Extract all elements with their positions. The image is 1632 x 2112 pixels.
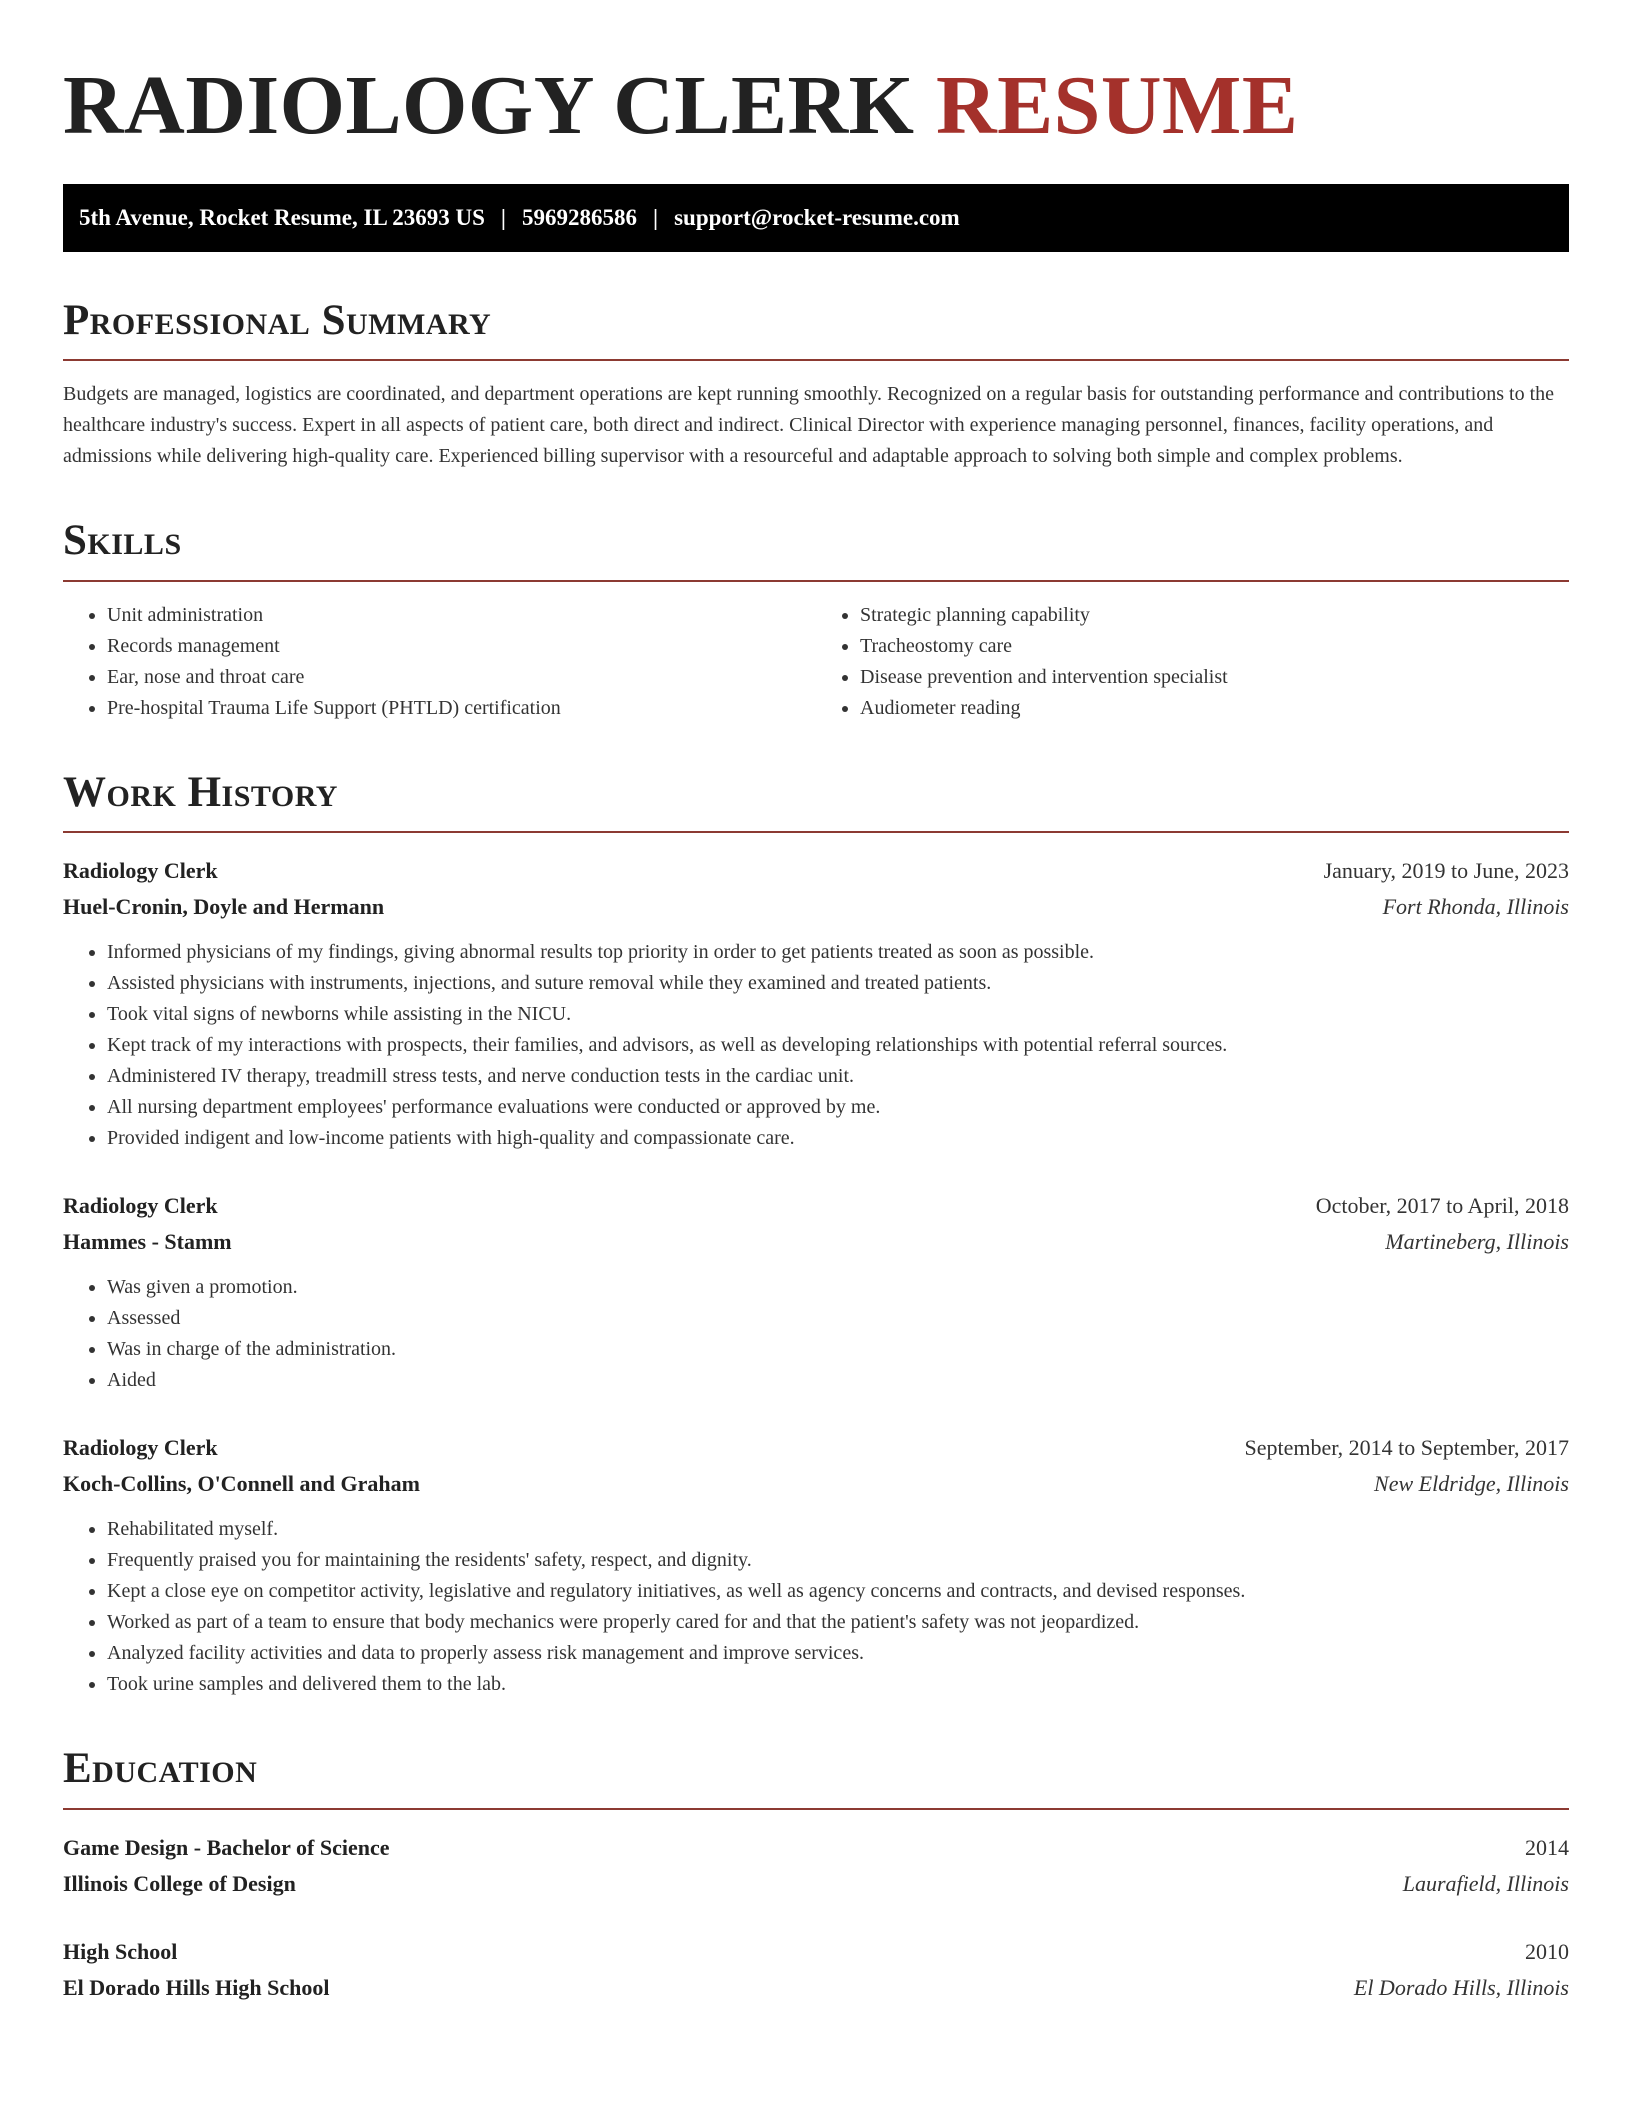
job-dates: October, 2017 to April, 2018 (1315, 1193, 1569, 1219)
education-entry (63, 1830, 1569, 1902)
education-year: 2010 (1525, 1938, 1569, 1964)
resume-title (63, 56, 1569, 157)
contact-email: support@rocket-resume.com (674, 204, 960, 230)
education-entry (63, 1934, 1569, 2006)
skills-section (63, 516, 1569, 723)
education-section (63, 1744, 1569, 2005)
work-history-section (63, 768, 1569, 1700)
title-main: RADIOLOGY CLERK (63, 59, 915, 152)
job-bullet: • Kept track of my interactions with prospects, their families, and advisors, as well as developing relationships with potential referral sources. (107, 1030, 1569, 1061)
education-degree: High School (63, 1938, 178, 1964)
skills-list (63, 600, 1569, 724)
skills-column-left (63, 600, 816, 724)
job-bullet: • Took vital signs of newborns while assisting in the NICU. (107, 999, 1569, 1030)
education-header-row (63, 1934, 1569, 1970)
education-location: Laurafield, Illinois (1402, 1870, 1569, 1896)
job-bullet: • Rehabilitated myself. (107, 1514, 1569, 1545)
job-company: Hammes - Stamm (63, 1229, 232, 1255)
job-bullets (63, 1514, 1569, 1700)
job-bullet: • Assisted physicians with instruments, injections, and suture removal while they examined and treated patients. (107, 968, 1569, 999)
job-dates: September, 2014 to September, 2017 (1244, 1435, 1569, 1461)
job-entry (63, 853, 1569, 1154)
contact-separator: | (653, 204, 659, 230)
skill-item: • Strategic planning capability (860, 600, 1569, 631)
education-school-row (63, 1866, 1569, 1902)
contact-phone: 5969286586 (522, 204, 637, 230)
job-bullet: • Assessed (107, 1303, 1569, 1334)
job-location: New Eldridge, Illinois (1374, 1471, 1569, 1497)
skills-heading: Skills (63, 516, 1569, 581)
job-company: Koch-Collins, O'Connell and Graham (63, 1471, 420, 1497)
job-bullets (63, 937, 1569, 1154)
job-bullet: • Was given a promotion. (107, 1272, 1569, 1303)
job-company-row (63, 1224, 1569, 1260)
education-school: El Dorado Hills High School (63, 1974, 330, 2000)
education-location: El Dorado Hills, Illinois (1353, 1974, 1569, 2000)
education-year: 2014 (1525, 1834, 1569, 1860)
job-title: Radiology Clerk (63, 1193, 218, 1219)
job-bullet: • Worked as part of a team to ensure that body mechanics were properly cared for and that the patient's safety was not jeopardized. (107, 1607, 1569, 1638)
job-bullet: • Aided (107, 1365, 1569, 1396)
skill-item: • Disease prevention and intervention specialist (860, 662, 1569, 693)
job-bullet: • Informed physicians of my findings, giving abnormal results top priority in order to get patients treated as soon as possible. (107, 937, 1569, 968)
skill-item: • Ear, nose and throat care (107, 662, 816, 693)
summary-heading: Professional Summary (63, 296, 1569, 361)
contact-bar (63, 184, 1569, 252)
job-entry (63, 1430, 1569, 1700)
contact-address: 5th Avenue, Rocket Resume, IL 23693 US (79, 204, 485, 230)
job-bullets (63, 1272, 1569, 1396)
job-title: Radiology Clerk (63, 858, 218, 884)
job-title: Radiology Clerk (63, 1435, 218, 1461)
education-header-row (63, 1830, 1569, 1866)
job-bullet: • Analyzed facility activities and data to properly assess risk management and improve services. (107, 1638, 1569, 1669)
job-company-row (63, 889, 1569, 925)
summary-text: Budgets are managed, logistics are coordinated, and department operations are kept running smoothly. Recognized on a regular basis for outstanding performance and contributions to the healthcare industry's success. Expert in all aspects of patient care, both direct and indirect. Clinical Director with experience managing personnel, finances, facility operations, and admissions while delivering high-quality care. Experienced billing supervisor with a resourceful and adaptable approach to solving both simple and complex problems. (63, 383, 1555, 468)
title-accent: RESUME (935, 59, 1299, 152)
job-bullet: • Was in charge of the administration. (107, 1334, 1569, 1365)
job-location: Martineberg, Illinois (1385, 1229, 1569, 1255)
job-dates: January, 2019 to June, 2023 (1323, 858, 1569, 884)
job-bullet: • Administered IV therapy, treadmill stress tests, and nerve conduction tests in the cardiac unit. (107, 1061, 1569, 1092)
skills-column-right (816, 600, 1569, 724)
job-bullet: • Provided indigent and low-income patients with high-quality and compassionate care. (107, 1123, 1569, 1154)
education-school-row (63, 1970, 1569, 2006)
job-header-row (63, 1188, 1569, 1224)
contact-separator: | (500, 204, 506, 230)
job-header-row (63, 853, 1569, 889)
job-company-row (63, 1466, 1569, 1502)
job-company: Huel-Cronin, Doyle and Hermann (63, 894, 385, 920)
job-header-row (63, 1430, 1569, 1466)
work-history-heading: Work History (63, 768, 1569, 833)
job-bullet: • Took urine samples and delivered them to the lab. (107, 1669, 1569, 1700)
education-school: Illinois College of Design (63, 1870, 296, 1896)
job-entry (63, 1188, 1569, 1396)
skill-item: • Records management (107, 631, 816, 662)
skill-item: • Tracheostomy care (860, 631, 1569, 662)
job-bullet: • Kept a close eye on competitor activity, legislative and regulatory initiatives, as well as agency concerns and contracts, and devised responses. (107, 1576, 1569, 1607)
education-degree: Game Design - Bachelor of Science (63, 1834, 390, 1860)
skill-item: • Audiometer reading (860, 693, 1569, 724)
job-bullet: • Frequently praised you for maintaining the residents' safety, respect, and dignity. (107, 1545, 1569, 1576)
skill-item: • Pre-hospital Trauma Life Support (PHTLD) certification (107, 693, 816, 724)
job-location: Fort Rhonda, Illinois (1382, 894, 1569, 920)
skill-item: • Unit administration (107, 600, 816, 631)
summary-section (63, 296, 1569, 472)
education-heading: Education (63, 1744, 1569, 1809)
job-bullet: • All nursing department employees' performance evaluations were conducted or approved by me. (107, 1092, 1569, 1123)
